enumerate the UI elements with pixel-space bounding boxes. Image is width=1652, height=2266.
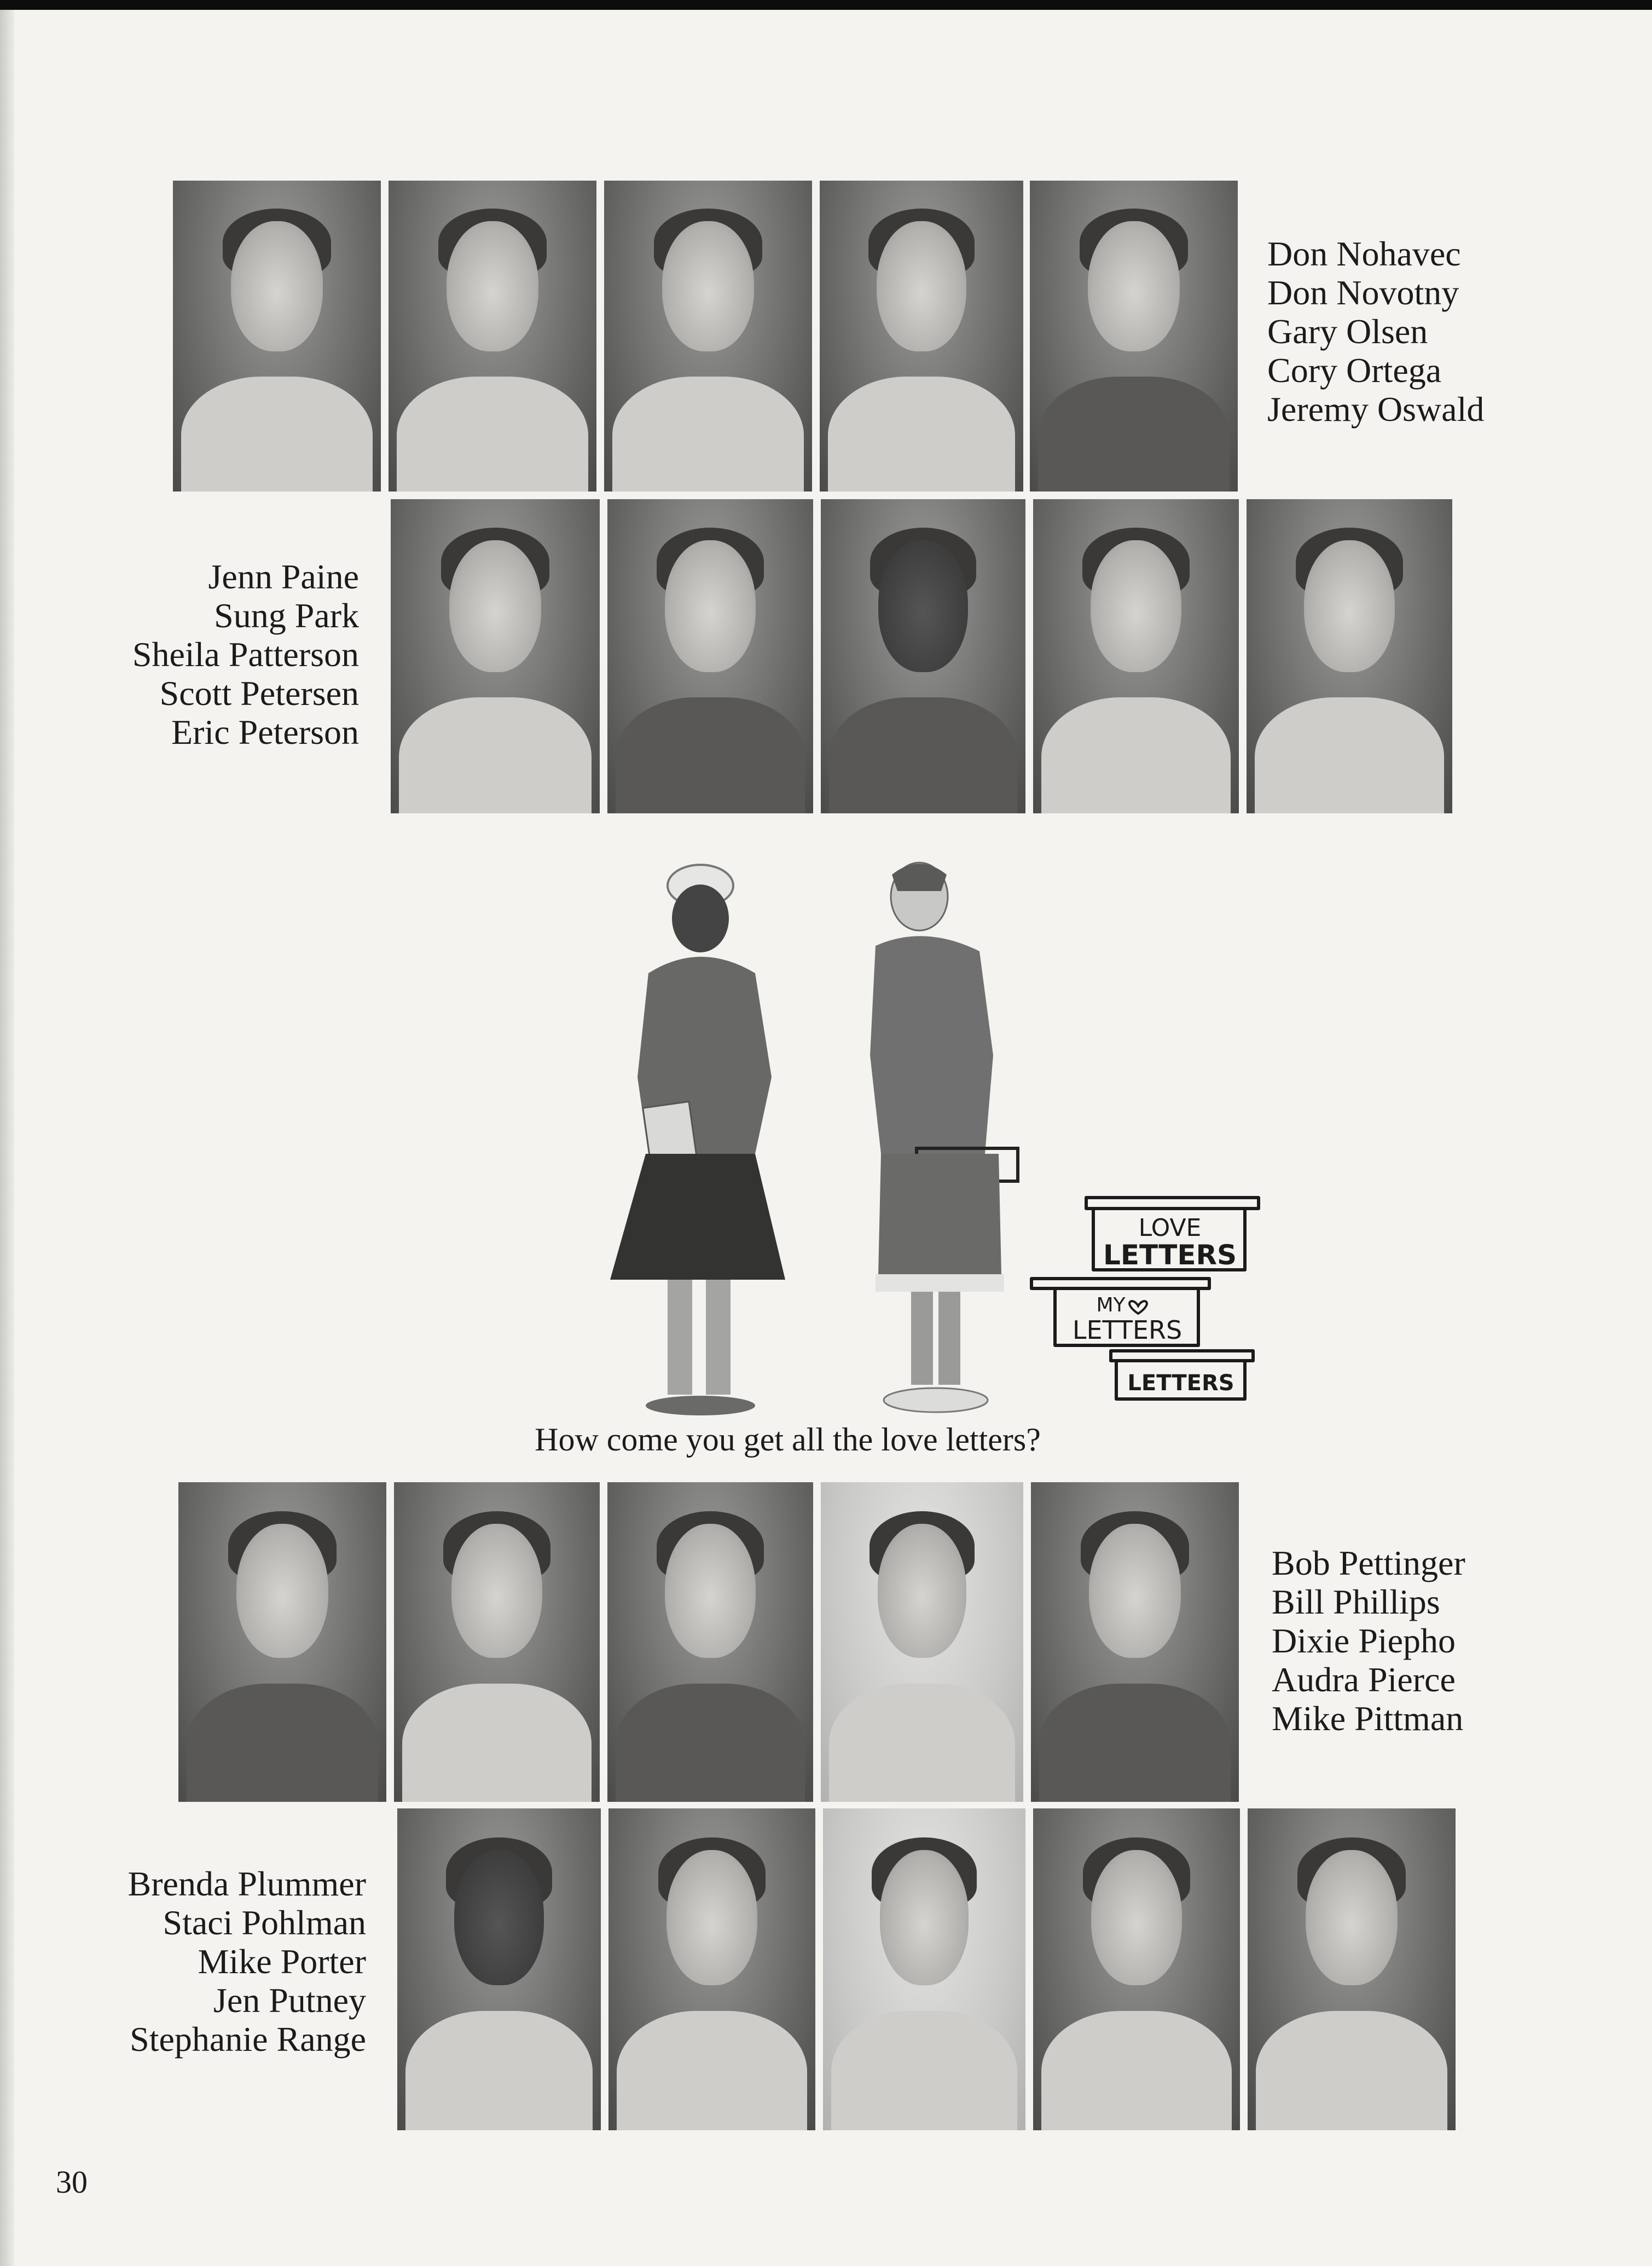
sign-love-text: LOVE [1138, 1214, 1202, 1242]
love-letters-drawing [1029, 1187, 1264, 1417]
names-row-3 [1272, 1544, 1465, 1738]
photo-caption [0, 1421, 1652, 1459]
student-name: Jeremy Oswald [1267, 390, 1485, 429]
student-name: Sung Park [214, 596, 359, 635]
student-name: Jen Putney [213, 1981, 366, 2020]
portrait-cory-ortega [820, 181, 1023, 492]
student-name: Cory Ortega [1267, 351, 1442, 390]
names-row-4 [128, 1864, 366, 2059]
sign-letters-text-3: LETTERS [1127, 1371, 1234, 1396]
portrait-jen-putney [1033, 1808, 1240, 2130]
sign-my-text: MY [1096, 1294, 1126, 1316]
student-name: Bob Pettinger [1272, 1544, 1465, 1582]
portrait-jenn-paine [391, 499, 600, 813]
portrait-don-nohavec [173, 181, 381, 492]
portrait-dixie-piepho [607, 1482, 813, 1802]
student-name: Gary Olsen [1267, 312, 1428, 351]
candid-photo-girl-right [859, 847, 1034, 1422]
student-name: Don Novotny [1267, 273, 1459, 312]
caption-text: How come you get all the love letters? [535, 1421, 1041, 1458]
yearbook-page [0, 10, 1652, 2266]
portrait-jeremy-oswald [1030, 181, 1238, 492]
portrait-gary-olsen [604, 181, 812, 492]
student-name: Mike Pittman [1272, 1699, 1464, 1738]
portrait-brenda-plummer [397, 1808, 601, 2130]
portrait-don-novotny [389, 181, 596, 492]
names-row-1 [1267, 234, 1484, 429]
student-name: Dixie Piepho [1272, 1621, 1456, 1660]
portrait-sung-park [607, 499, 813, 813]
student-name: Scott Petersen [159, 674, 359, 713]
portrait-bob-pettinger [178, 1482, 386, 1802]
portrait-stephanie-range [1248, 1808, 1456, 2130]
candid-photo-girl-left [596, 847, 804, 1422]
portrait-audra-pierce [821, 1482, 1023, 1802]
portrait-mike-porter [823, 1808, 1025, 2130]
portrait-staci-pohlman [608, 1808, 815, 2130]
student-name: Audra Pierce [1272, 1660, 1456, 1699]
student-name: Mike Porter [198, 1942, 366, 1981]
student-name: Sheila Patterson [132, 635, 359, 674]
portrait-scott-petersen [1033, 499, 1239, 813]
student-name: Staci Pohlman [163, 1903, 366, 1942]
student-name: Jenn Paine [208, 557, 359, 596]
portrait-bill-phillips [394, 1482, 600, 1802]
student-name: Bill Phillips [1272, 1582, 1440, 1621]
student-name: Don Nohavec [1267, 234, 1461, 273]
heart-icon [1129, 1301, 1147, 1314]
portrait-eric-peterson [1247, 499, 1452, 813]
sign-letters-text-1: LETTERS [1103, 1239, 1237, 1271]
student-name: Stephanie Range [130, 2020, 366, 2059]
sign-letters-text-2: LETTERS [1072, 1315, 1183, 1345]
portrait-mike-pittman [1031, 1482, 1239, 1802]
student-name: Brenda Plummer [127, 1864, 366, 1903]
student-name: Eric Peterson [171, 713, 359, 752]
names-row-2 [132, 557, 359, 752]
portrait-sheila-patterson [821, 499, 1025, 813]
page-number: 30 [56, 2164, 88, 2200]
page-spine [0, 10, 14, 2266]
